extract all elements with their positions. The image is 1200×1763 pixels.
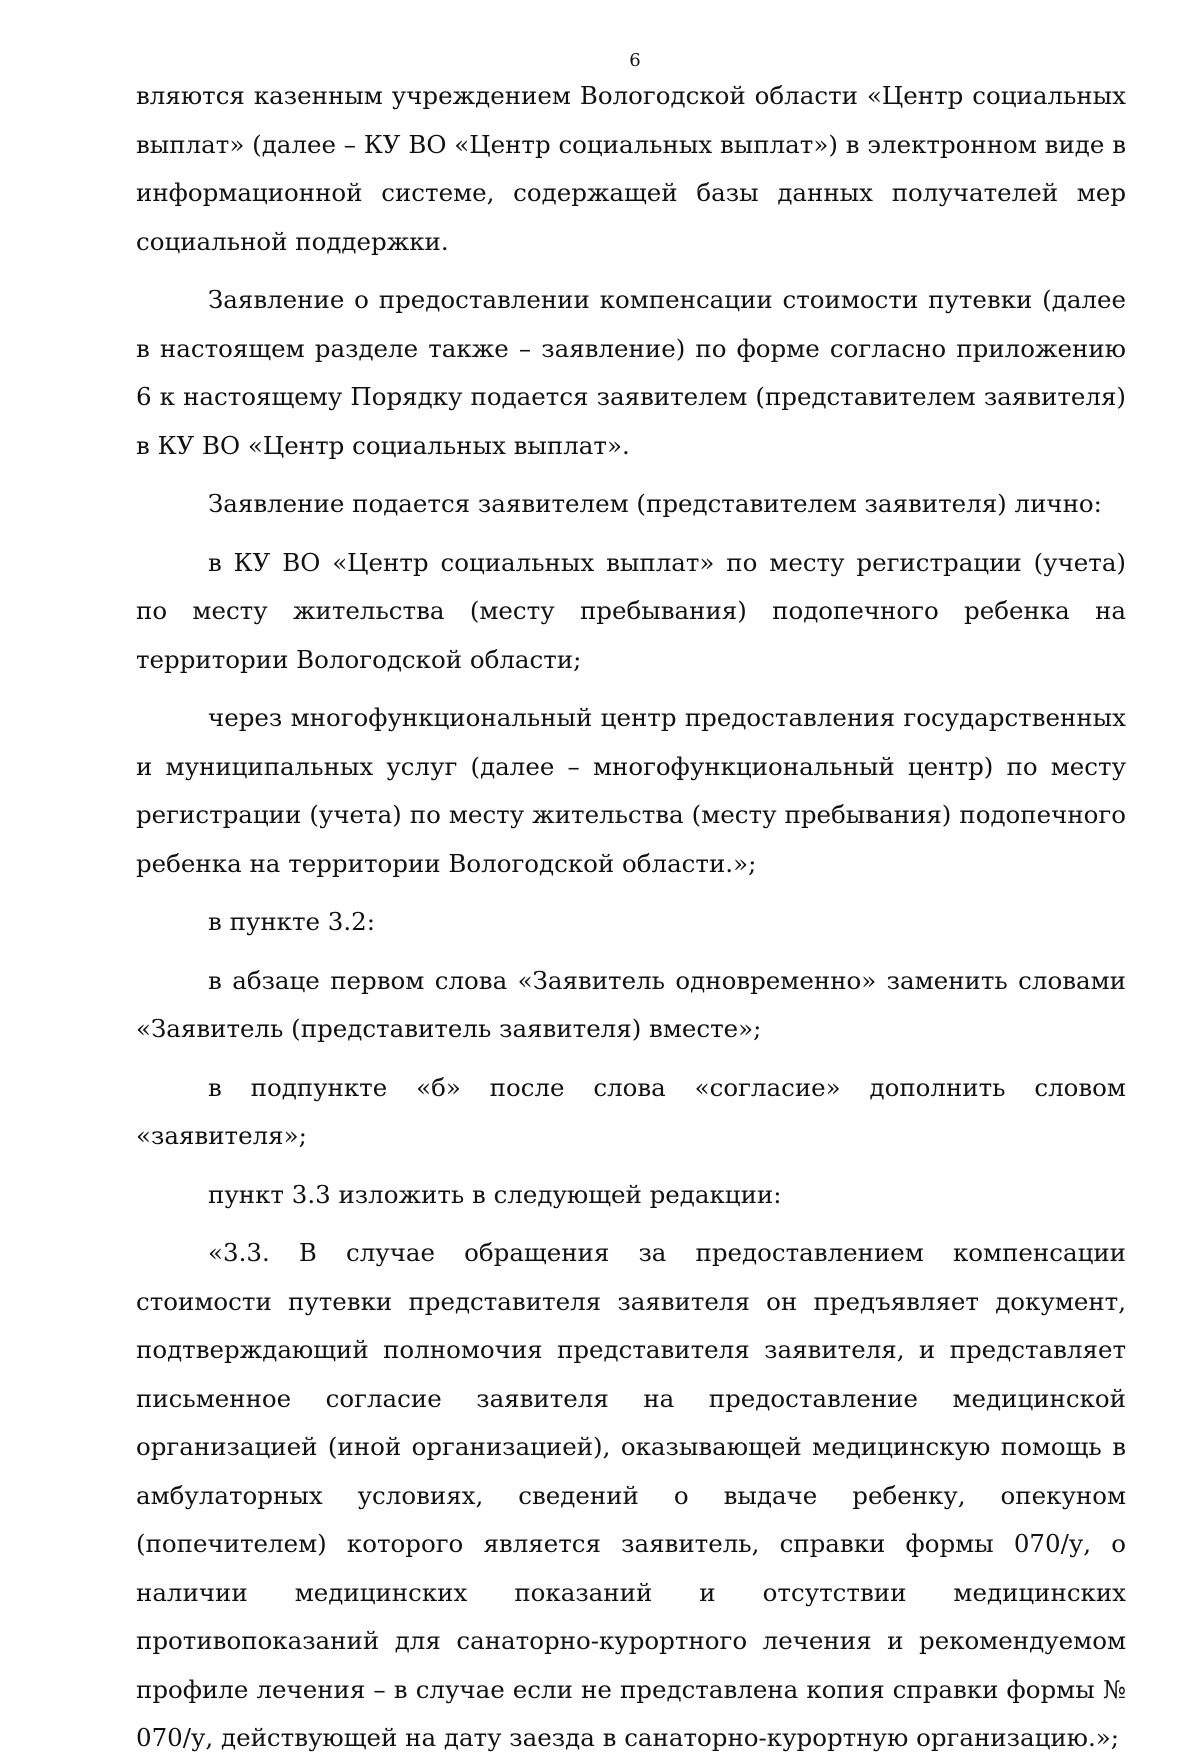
paragraph: Заявление о предоставлении компенсации стоимости путевки (далее в настоящем разделе также – заявление) по форме согласно приложению 6 к настоящему Порядку подается заявителем (представителем заявителя) в КУ ВО «Центр социальных выплат». — [136, 285, 1126, 460]
paragraph: пункт 3.3 изложить в следующей редакции: — [208, 1179, 782, 1209]
page-number: 6 — [629, 50, 641, 71]
paragraph: через многофункциональный центр предоставления государственных и муниципальных услуг (далее – многофункциональный центр) по месту регистрации (учета) по месту жительства (месту пребывания) подопечного ребенка на территории Вологодской области.»; — [136, 703, 1126, 878]
paragraph: Заявление подается заявителем (представителем заявителя) лично: — [208, 489, 1102, 518]
paragraph: вляются казенным учреждением Вологодской области «Центр социальных выплат» (далее – КУ ВО «Центр социальных выплат») в электронном виде в информационной системе, содержащей базы данных получателей мер социальной поддержки. — [136, 81, 1126, 256]
paragraph: «3.3. В случае обращения за предоставлением компенсации стоимости путевки представителя заявителя он предъявляет документ, подтверждающий полномочия представителя заявителя, и представляет письменное согласие заявителя на предоставление медицинской организацией (иной организацией), оказывающей медицинскую помощь в амбулаторных условиях, сведений о выдаче ребенку, опекуном (попечителем) которого является заявитель, справки формы 070/у, о наличии медицинских показаний и отсутствии медицинских противопоказаний для санаторно-курортного лечения и рекомендуемом профиле лечения – в случае если не представлена копия справки формы № 070/у, действующей на дату заезда в санаторно-курортную организацию.»; — [136, 1238, 1126, 1752]
paragraph: в пункте 3.2: — [208, 907, 376, 936]
paragraph: в подпункте «б» после слова «согласие» дополнить словом «заявителя»; — [136, 1072, 1126, 1150]
document-body — [136, 72, 1126, 1763]
paragraph: в абзаце первом слова «Заявитель одновременно» заменить словами «Заявитель (представитель заявителя) вместе»; — [136, 965, 1126, 1043]
paragraph: в КУ ВО «Центр социальных выплат» по месту регистрации (учета) по месту жительства (месту пребывания) подопечного ребенка на территории Вологодской области; — [136, 547, 1126, 674]
